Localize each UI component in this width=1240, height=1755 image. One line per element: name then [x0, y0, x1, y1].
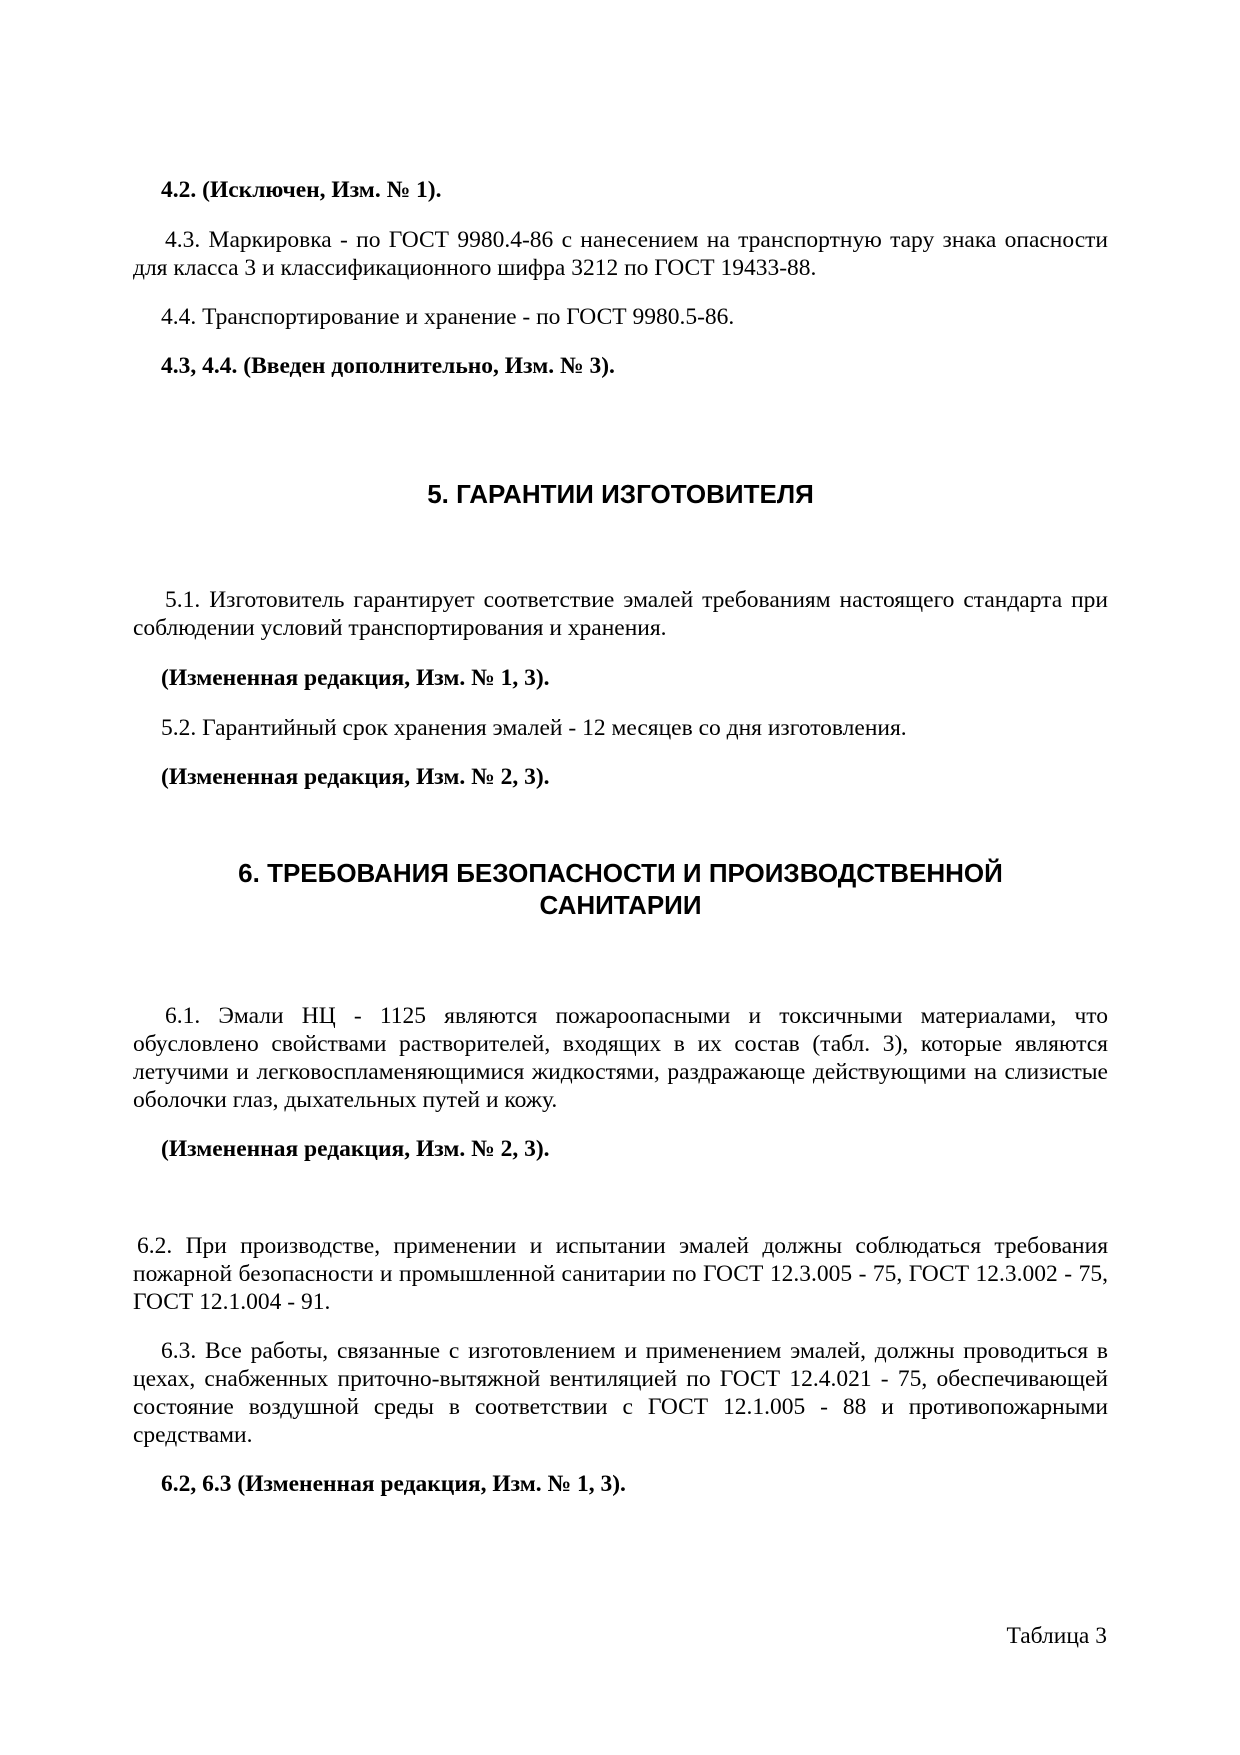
section-6-heading — [133, 857, 1108, 921]
paragraph-6-3: 6.3. Все работы, связанные с изготовлением и применением эмалей, должны проводиться в цехах, снабженных приточно-вытяжной вентиляцией по ГОСТ 12.4.021 - 75, обеспечивающей состояние воздушной среды в соответствии с ГОСТ 12.1.005 - 88 и противопожарными средствами. — [133, 1338, 1108, 1448]
paragraph-5-1: 5.1. Изготовитель гарантирует соответствие эмалей требованиям настоящего стандарта при соблюдении условий транспортирования и хранения. — [133, 587, 1108, 641]
section-6-heading-line1: 6. ТРЕБОВАНИЯ БЕЗОПАСНОСТИ И ПРОИЗВОДСТВЕННОЙ — [238, 858, 1003, 888]
paragraph-5-2: 5.2. Гарантийный срок хранения эмалей - 12 месяцев со дня изготовления. — [161, 715, 907, 741]
paragraph-4-2: 4.2. (Исключен, Изм. № 1). — [161, 177, 442, 203]
table-caption: Таблица 3 — [1006, 1623, 1107, 1649]
paragraph-4-4: 4.4. Транспортирование и хранение - по ГОСТ 9980.5-86. — [161, 304, 735, 330]
amendment-note-5-1: (Измененная редакция, Изм. № 1, 3). — [161, 665, 550, 691]
amendment-note-5-2: (Измененная редакция, Изм. № 2, 3). — [161, 764, 550, 790]
paragraph-4-3: 4.3. Маркировка - по ГОСТ 9980.4-86 с нанесением на транспортную тару знака опасности для класса 3 и классификационного шифра 3212 по ГОСТ 19433-88. — [133, 227, 1108, 281]
amendment-note-4: 4.3, 4.4. (Введен дополнительно, Изм. № 3). — [161, 353, 615, 379]
paragraph-6-1: 6.1. Эмали НЦ - 1125 являются пожароопасными и токсичными материалами, что обусловлено свойствами растворителей, входящих в их состав (табл. 3), которые являются летучими и легковоспламеняющимися жидкостями, раздражающе действующими на слизистые оболочки глаз, дыхательных путей и кожу. — [133, 1003, 1108, 1113]
section-6-heading-line2: САНИТАРИИ — [539, 890, 702, 920]
amendment-note-6-3: 6.2, 6.3 (Измененная редакция, Изм. № 1, 3). — [161, 1471, 626, 1497]
amendment-note-6-1: (Измененная редакция, Изм. № 2, 3). — [161, 1136, 550, 1162]
section-5-heading: 5. ГАРАНТИИ ИЗГОТОВИТЕЛЯ — [427, 479, 814, 509]
paragraph-6-2: 6.2. При производстве, применении и испытании эмалей должны соблюдаться требования пожарной безопасности и промышленной санитарии по ГОСТ 12.3.005 - 75, ГОСТ 12.3.002 - 75, ГОСТ 12.1.004 - 91. — [133, 1233, 1108, 1315]
